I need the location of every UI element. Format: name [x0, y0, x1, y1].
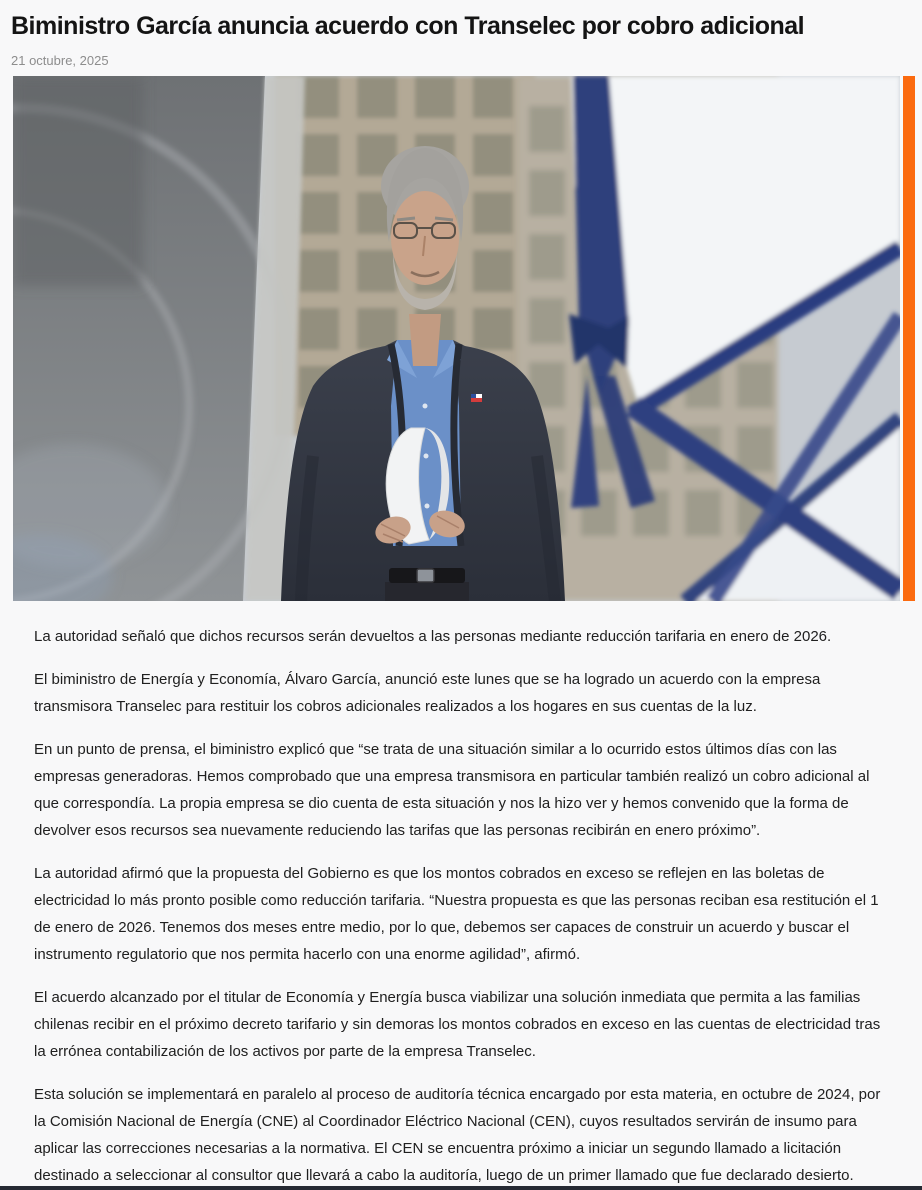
hero-section	[0, 76, 922, 601]
article-date: 21 octubre, 2025	[11, 53, 109, 68]
article-paragraph: La autoridad afirmó que la propuesta del Gobierno es que los montos cobrados en exceso se reflejen en las boletas de electricidad lo más pronto posible como reducción tarifaria. “Nuestra propuesta es que las personas reciban esa restitución el 1 de enero de 2026. Tenemos dos meses entre medio, por lo que, debemos ser capaces de construir un acuerdo y buscar el instrumento regulatorio que nos permita hacerlo con una enorme agilidad”, afirmó.	[34, 865, 879, 963]
article-hero-image	[13, 76, 900, 601]
article-paragraph: El biministro de Energía y Economía, Álvaro García, anunció este lunes que se ha logrado un acuerdo con la empresa transmisora Transelec para restituir los cobros adicionales realizados a los hogares en sus cuentas de la luz.	[34, 671, 821, 715]
page-title: Biministro García anuncia acuerdo con Transelec por cobro adicional	[11, 12, 805, 40]
article-paragraph: Esta solución se implementará en paralelo al proceso de auditoría técnica encargado por esta materia, en octubre de 2024, por la Comisión Nacional de Energía (CNE) al Coordinador Eléctrico Nacional (CEN), cuyos resultados servirán de insumo para aplicar las correcciones necesarias a la normativa. El CEN se encuentra próximo a iniciar un segundo llamado a licitación destinado a seleccionar al consultor que llevará a cabo la auditoría, luego de un primer llamado que fue declarado desierto.	[34, 1086, 881, 1184]
page-bottom-bar	[0, 1186, 922, 1190]
article-body	[34, 623, 892, 1189]
article-paragraph: En un punto de prensa, el biministro explicó que “se trata de una situación similar a lo ocurrido estos últimos días con las empresas generadoras. Hemos comprobado que una empresa transmisora en particular también realizó un cobro adicional al que correspondía. La propia empresa se dio cuenta de esta situación y nos la hizo ver y hemos convenido que la forma de devolver esos recursos sea nuevamente reduciendo las tarifas que las personas recibirán en enero próximo”.	[34, 741, 870, 839]
article-paragraph: El acuerdo alcanzado por el titular de Economía y Energía busca viabilizar una solución inmediata que permita a las familias chilenas recibir en el próximo decreto tarifario y sin demoras los montos cobrados en exceso en las cuentas de electricidad tras la errónea contabilización de los activos por parte de la empresa Transelec.	[34, 989, 881, 1060]
flag-pin-icon	[471, 394, 482, 402]
hero-photo-illustration	[13, 76, 900, 601]
accent-strip	[903, 76, 915, 601]
article-paragraph: La autoridad señaló que dichos recursos serán devueltos a las personas mediante reducción tarifaria en enero de 2026.	[34, 628, 832, 645]
